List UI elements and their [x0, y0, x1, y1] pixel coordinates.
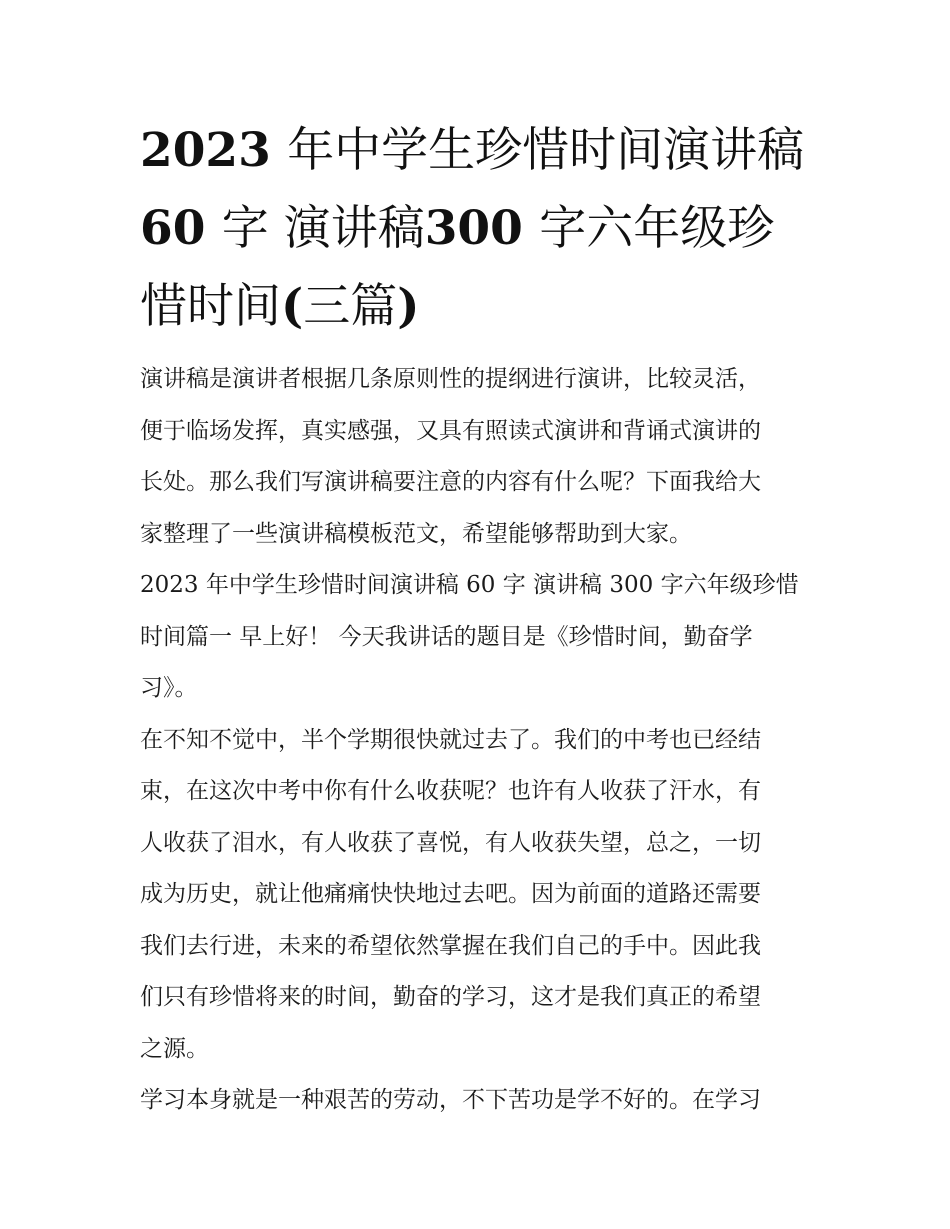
- title-line-1: [140, 112, 812, 190]
- title-text: 年中学生珍惜时间演讲稿: [287, 123, 805, 178]
- paragraph-line: 时间篇一 早上好！ 今天我讲话的题目是《珍惜时间，勤奋学: [140, 623, 753, 650]
- paragraph-line: 我们去行进，未来的希望依然掌握在我们自己的手中。因此我: [140, 932, 761, 959]
- paragraph-line: 人收获了泪水，有人收获了喜悦，有人收获失望，总之，一切: [140, 829, 761, 856]
- paragraph-body-2: [140, 1075, 812, 1127]
- paragraph-line: 学习本身就是一种艰苦的劳动，不下苦功是学不好的。在学习: [140, 1087, 761, 1113]
- title-line-3: [140, 268, 812, 346]
- title-paren: ): [397, 279, 420, 334]
- paragraph-section-heading: [140, 560, 812, 715]
- title-paren: (: [281, 279, 304, 334]
- paragraph-intro: [140, 354, 812, 560]
- paragraph-line: 演讲稿是演讲者根据几条原则性的提纲进行演讲，比较灵活，: [140, 366, 761, 392]
- title-text: 字 演讲稿: [221, 201, 425, 256]
- paragraph-body-1: [140, 715, 812, 1076]
- paragraph-line: 习》。: [140, 675, 198, 701]
- paragraph-line: 在不知不觉中，半个学期很快就过去了。我们的中考也已经结: [140, 726, 761, 753]
- paragraph-line: 便于临场发挥，真实感强，又具有照读式演讲和背诵式演讲的: [140, 417, 761, 444]
- paragraph-line: 长处。那么我们写演讲稿要注意的内容有什么呢？下面我给大: [140, 469, 761, 495]
- title-text: 字六年级珍: [539, 201, 775, 256]
- paragraph-line: 成为历史，就让他痛痛快快地过去吧。因为前面的道路还需要: [140, 881, 761, 907]
- paragraph-line: 们只有珍惜将来的时间，勤奋的学习，这才是我们真正的希望: [140, 984, 761, 1010]
- title-number: 60: [140, 201, 206, 256]
- document-body: [140, 354, 812, 1127]
- title-number: 2023: [140, 123, 271, 178]
- paragraph-line: 2023 年中学生珍惜时间演讲稿 60 字 演讲稿 300 字六年级珍惜: [140, 572, 799, 598]
- paragraph-line: 之源。: [140, 1035, 209, 1062]
- paragraph-line: 家整理了一些演讲稿模板范文，希望能够帮助到大家。: [140, 520, 692, 547]
- title-text: 惜时间: [140, 279, 281, 334]
- title-line-2: [140, 190, 812, 268]
- title-text: 三篇: [303, 279, 398, 334]
- document-title: [140, 112, 812, 346]
- paragraph-line: 束，在这次中考中你有什么收获呢？也许有人收获了汗水，有: [140, 778, 761, 804]
- title-number: 300: [424, 201, 523, 256]
